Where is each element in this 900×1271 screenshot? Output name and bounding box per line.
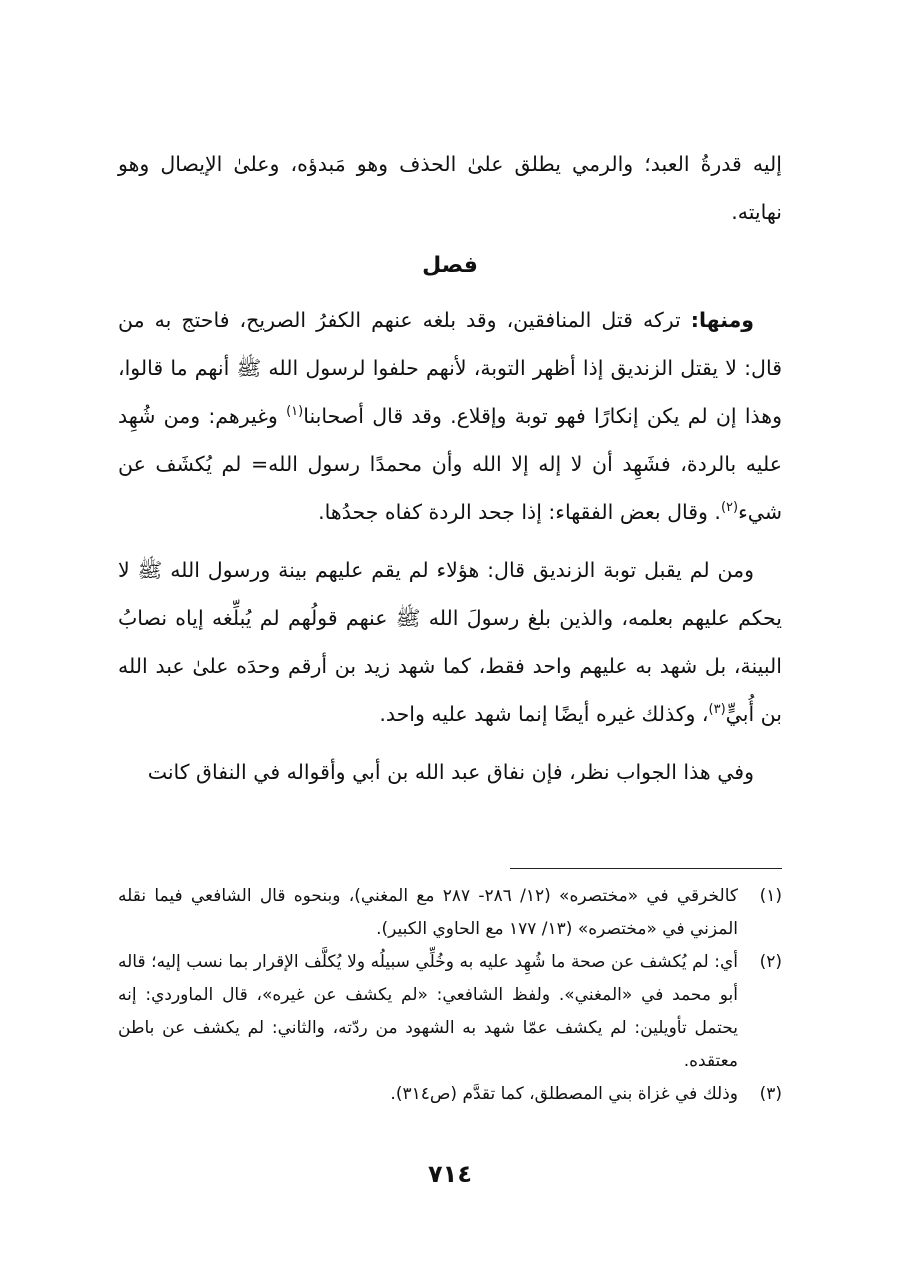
footnote-ref-1[interactable]: (١) (286, 404, 304, 420)
footnote-ref-2[interactable]: (٢) (720, 500, 739, 516)
footnote-2-text: أي: لم يُكشف عن صحة ما شُهِد عليه به وخُلِّي سبيلُه ولا يُكلَّف الإقرار بما نسب إليه؛ قاله أبو محمد في «المغني». ولفظ الشافعي: «لم يكشف عن غيره»، قال الماوردي: إنه يحتمل تأويلين: لم يكشف عمّا شهد به الشهود من ردّته، والثاني: لم يكشف عن باطن معتقده. (118, 952, 738, 1071)
footnote-3 (118, 1078, 782, 1111)
paragraph-2-lead: ومنها: (690, 308, 754, 332)
paragraph-3-text-b: ، وكذلك غيره أيضًا إنما شهد عليه واحد. (379, 702, 709, 726)
footnote-ref-3[interactable]: (٣) (708, 702, 726, 718)
footnote-divider (510, 868, 782, 869)
page-number: ٧١٤ (428, 1160, 472, 1188)
paragraph-2-text-b: وغيرهم: ومن شُهِد عليه بالردة، فشَهِد أن لا إله إلا الله وأن محمدًا رسول الله= لم يُكشَف عن شيء (118, 404, 782, 524)
section-heading: فصل (422, 253, 478, 278)
footnote-1 (118, 880, 782, 946)
footnote-1-number: (١) (759, 886, 782, 906)
paragraph-3-text-a: ومن لم يقبل توبة الزنديق قال: هؤلاء لم يقم عليهم بينة ورسول الله ﷺ لا يحكم عليهم بعلمه، والذين بلغ رسولَ الله ﷺ عنهم قولُهم لم يُبلِّغه إياه نصابُ البينة، بل شهد به عليهم واحد فقط، كما شهد زيد بن أرقم وحدَه علىٰ عبد الله بن أُبيٍّ (118, 558, 782, 726)
paragraph-3 (118, 546, 782, 738)
main-text (118, 140, 782, 796)
footnotes (118, 880, 782, 1111)
paragraph-4: وفي هذا الجواب نظر، فإن نفاق عبد الله بن أبي وأقواله في النفاق كانت (147, 760, 754, 784)
paragraph-2 (118, 296, 782, 536)
paragraph-2-text-a: تركه قتل المنافقين، وقد بلغه عنهم الكفرُ الصريح، فاحتج به من قال: لا يقتل الزنديق إذا أظهر التوبة، لأنهم حلفوا لرسول الله ﷺ أنهم ما قالوا، وهذا إن لم يكن إنكارًا فهو توبة وإقلاع. وقد قال أصحابنا (118, 308, 782, 428)
footnote-3-number: (٣) (759, 1084, 782, 1104)
footnote-2-number: (٢) (759, 952, 782, 972)
footnote-3-text: وذلك في غزاة بني المصطلق، كما تقدَّم (ص٣١٤). (390, 1084, 738, 1104)
footnote-2 (118, 946, 782, 1078)
footnote-1-text: كالخرقي في «مختصره» (١٢/ ٢٨٦- ٢٨٧ مع المغني)، وبنحوه قال الشافعي فيما نقله المزني في «مختصره» (١٣/ ١٧٧ مع الحاوي الكبير). (118, 886, 738, 939)
paragraph-1: إليه قدرةُ العبد؛ والرمي يطلق علىٰ الحذف وهو مَبدؤه، وعلىٰ الإيصال وهو نهايته. (118, 152, 782, 224)
paragraph-2-text-c: . وقال بعض الفقهاء: إذا جحد الردة كفاه جحدُها. (318, 500, 721, 524)
